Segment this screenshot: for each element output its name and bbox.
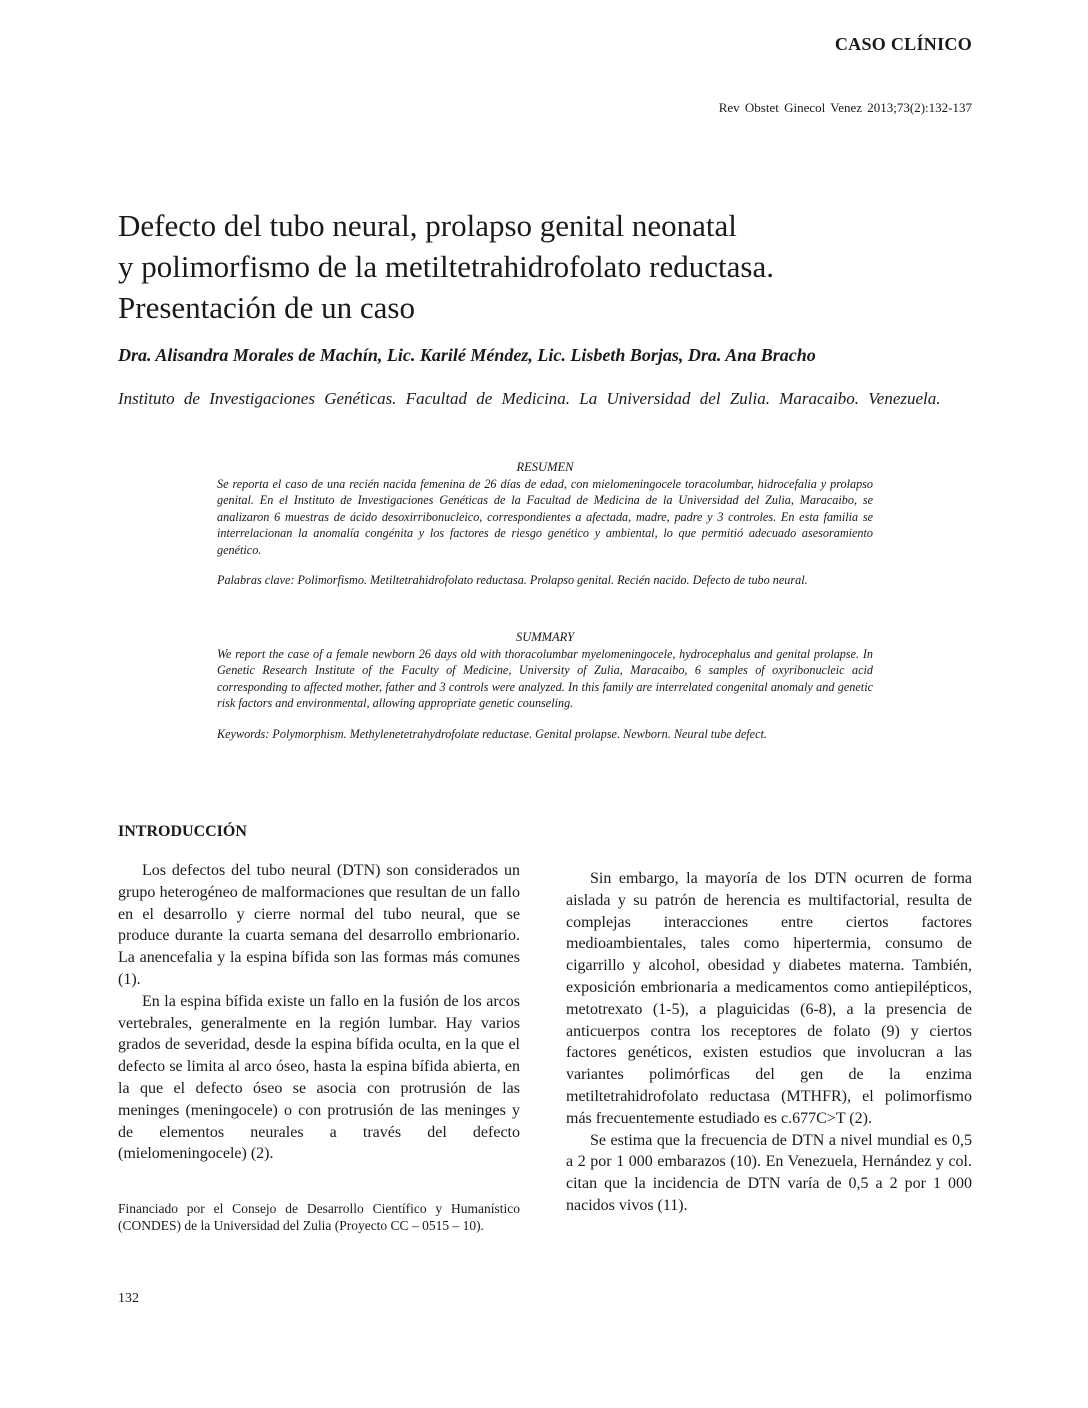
paragraph: Se estima que la frecuencia de DTN a nivel mundial es 0,5 a 2 por 1 000 embarazos (10). En Venezuela, Hernández y col. citan que la incidencia de DTN varía de 0,5 a 2 por 1 000 nacidos vivos (11). [566, 1131, 972, 1214]
summary-block [217, 629, 873, 742]
author-list: Dra. Alisandra Morales de Machín, Lic. Karilé Méndez, Lic. Lisbeth Borjas, Dra. Ana Bracho [118, 345, 816, 365]
title-line: y polimorfismo de la metiltetrahidrofolato reductasa. [118, 249, 774, 284]
resumen-block [217, 459, 873, 589]
title-line: Defecto del tubo neural, prolapso genital neonatal [118, 208, 737, 243]
title-line: Presentación de un caso [118, 290, 415, 325]
funding-footnote: Financiado por el Consejo de Desarrollo Científico y Humanístico (CONDES) de la Universidad del Zulia (Proyecto CC – 0515 – 10). [118, 1201, 520, 1233]
resumen-text: Se reporta el caso de una recién nacida femenina de 26 días de edad, con mielomeningocele toracolumbar, hidrocefalia y prolapso genital. En el Instituto de Investigaciones Genéticas de la Facultad de Medicina de la Universidad del Zulia, Maracaibo, se analizaron 6 muestras de ácido desoxirribonucleico, correspondientes a afectada, madre, padre y 3 controles. En esta familia se interrelacionan la anomalía congénita y los factores de riesgo genético y ambiental, lo que permitió adecuado asesoramiento genético. [217, 476, 873, 557]
section-label: CASO CLÍNICO [834, 34, 972, 54]
journal-citation: Rev Obstet Ginecol Venez 2013;73(2):132-137 [718, 100, 972, 115]
summary-text: We report the case of a female newborn 26 days old with thoracolumbar myelomeningocele, hydrocephalus and genital prolapse. In Genetic Research Institute of the Faculty of Medicine, University of Zulia, Maracaibo, 6 samples of oxyribonucleic acid corresponding to affected mother, father and 3 controls were analyzed. In this family are interrelated congenital anomaly and genetic risk factors and environmental, allowing appropriate genetic counseling. [217, 646, 873, 710]
page-number: 132 [118, 1291, 139, 1306]
right-column [566, 868, 972, 1217]
paragraph: Sin embargo, la mayoría de los DTN ocurren de forma aislada y su patrón de herencia es multifactorial, resulta de complejas interacciones entre ciertos factores medioambientales, tales como hipertermia, consumo de cigarrillo y alcohol, obesidad y diabetes materna. También, exposición embrionaria a medicamentos como antiepilépticos, metotrexato (1-5), a plaguicidas (6-8), a la presencia de anticuerpos contra los receptores de folato (9) y ciertos factores genéticos, existen estudios que involucran a las variantes polimórficas del gen de la enzima metiltetrahidrofolato reductasa (MTHFR), el polimorfismo más frecuentemente estudiado es c.677C>T (2). [566, 870, 972, 1127]
resumen-heading: RESUMEN [516, 460, 574, 474]
paragraph: Los defectos del tubo neural (DTN) son considerados un grupo heterogéneo de malformaciones que resultan de un fallo en el desarrollo y cierre normal del tubo neural, que se produce durante la cuarta semana del desarrollo embrionario. La anencefalia y la espina bífida son las formas más comunes (1). [118, 862, 520, 988]
keywords: Keywords: Polymorphism. Methylenetetrahydrofolate reductase. Genital prolapse. Newborn. Neural tube defect. [217, 726, 767, 741]
left-column [118, 860, 520, 1165]
paragraph: En la espina bífida existe un fallo en la fusión de los arcos vertebrales, generalmente en la región lumbar. Hay varios grados de severidad, desde la espina bífida oculta, en la que el defecto se limita al arco óseo, hasta la espina bífida abierta, en la que el defecto óseo se asocia con protrusión de las meninges (meningocele) o con protrusión de las meninges y de elementos neurales a través del defecto (mielomeningocele) (2). [118, 992, 520, 1163]
introduction-heading: INTRODUCCIÓN [118, 823, 247, 840]
article-title [118, 205, 978, 328]
summary-heading: SUMMARY [515, 630, 575, 644]
palabras-clave: Palabras clave: Polimorfismo. Metiltetrahidrofolato reductasa. Prolapso genital. Recién nacido. Defecto de tubo neural. [217, 573, 808, 587]
author-affiliation: Instituto de Investigaciones Genéticas. Facultad de Medicina. La Universidad del Zulia. Maracaibo. Venezuela. [118, 389, 941, 408]
